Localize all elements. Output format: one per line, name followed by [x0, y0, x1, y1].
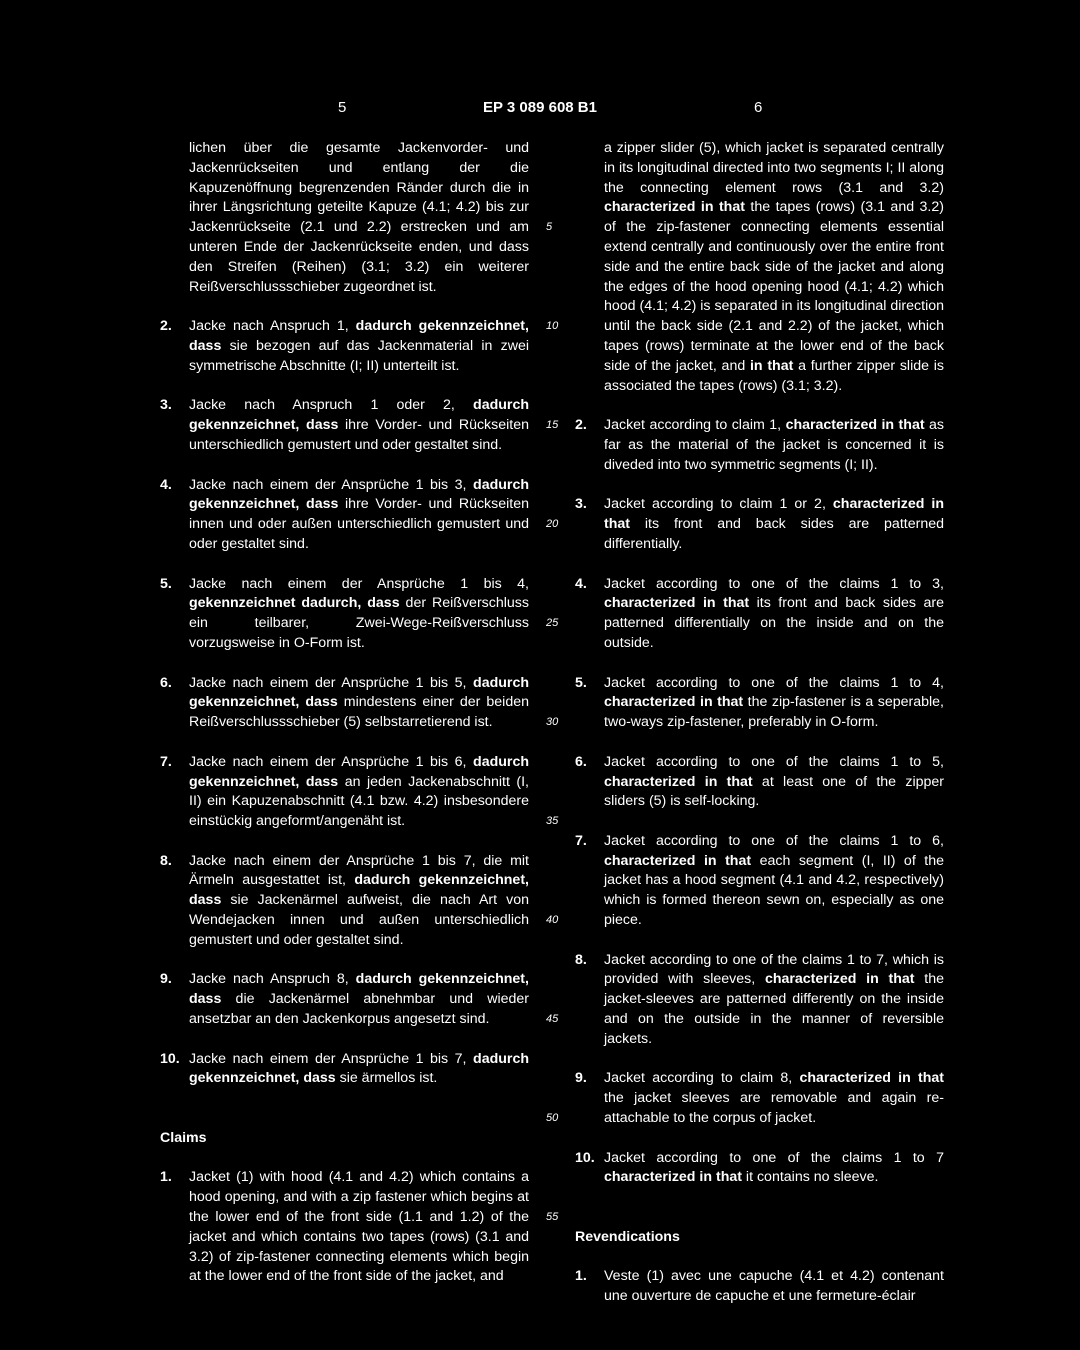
claim-en-10: 10. Jacket according to one of the claims 1 to 7 characterized in that it contains no sleeve.	[575, 1149, 944, 1186]
claim-en-4: 4. Jacket according to one of the claims 1 to 3, characterized in that its front and back sides are patterned differentially on the inside and on the outside.	[575, 575, 944, 651]
line-number: 20	[546, 518, 559, 530]
revendication-fr-1: 1. Veste (1) avec une capuche (4.1 et 4.2) contenant une ouverture de capuche et une fermeture-éclair	[575, 1268, 944, 1305]
claims-heading: Claims	[160, 1129, 207, 1146]
claim-de-9: 9. Jacke nach Anspruch 8, dadurch gekennzeichnet, dass die Jackenärmel abnehmbar und wieder ansetzbar an den Jackenkorpus angesetzt sind.	[160, 971, 529, 1028]
claim-de-4: 4. Jacke nach einem der Ansprüche 1 bis 3, dadurch gekennzeichnet, dass ihre Vorder- und Rückseiten innen und oder außen unterschiedlich gemustert und oder gestaltet sind.	[160, 476, 530, 552]
line-number: 35	[546, 815, 559, 827]
line-number: 30	[546, 716, 559, 728]
line-number: 10	[546, 320, 559, 332]
claim-de-6: 6. Jacke nach einem der Ansprüche 1 bis 5, dadurch gekennzeichnet, dass mindestens einer der beiden Reißverschlussschieber (5) selbstarretierend ist.	[160, 674, 529, 731]
claim-en-7: 7. Jacket according to one of the claims 1 to 6, characterized in that each segment (I, II) of the jacket has a hood segment (4.1 and 4.2, respectively) which is formed thereon sewn on, especially as one piece.	[575, 832, 944, 929]
claim-de-8: 8. Jacke nach einem der Ansprüche 1 bis 7, die mit Ärmeln ausgestattet ist, dadurch gekennzeichnet, dass sie Jackenärmel aufweist, die nach Art von Wendejacken innen und außen unterschiedlich gemustert und oder gestaltet sind.	[160, 852, 529, 948]
claim-en-1-continuation: a zipper slider (5), which jacket is separated centrally in its longitudinal directed into two segments I; II along the connecting element rows (3.1 and 3.2) characterized in that the tapes (rows) (3.1 and 3.2) of the zip-fastener connecting elements essential extend centrally and continuously over the entire front side and the entire back side of the jacket and along the edges of the hood opening hood (4.1; 4.2) which hood (4.1; 4.2) is separated in its longitudinal direction until the back side (2.1 and 2.2) of the jacket, which tapes (rows) terminate at the lower end of the back side of the jacket, and in that a further zipper slide is associated the tapes (rows) (3.1; 3.2).	[604, 140, 944, 394]
claim-en-5: 5. Jacket according to one of the claims 1 to 4, characterized in that the zip-fastener is a seperable, two-ways zip-fastener, preferably in O-form.	[575, 674, 944, 731]
claim-en-6: 6. Jacket according to one of the claims 1 to 5, characterized in that at least one of the zipper sliders (5) is self-locking.	[575, 753, 944, 810]
line-number: 45	[546, 1013, 559, 1025]
claim-en-1: 1. Jacket (1) with hood (4.1 and 4.2) which contains a hood opening, and with a zip fastener which begins at the lower end of the front side (1.1 and 1.2) of the jacket and which contains two tapes (rows) (3.1 and 3.2) of zip-fastener connecting elements which begin at the lower end of the front side of the jacket, and	[160, 1169, 529, 1285]
claim-de-2: 2. Jacke nach Anspruch 1, dadurch gekennzeichnet, dass sie bezogen auf das Jackenmaterial in zwei symmetrische Abschnitte (I; II) unterteilt ist.	[160, 318, 529, 374]
claim-en-2: 2. Jacket according to claim 1, characterized in that as far as the material of the jacket is concerned it is diveded into two symmetric segments (I; II).	[575, 417, 944, 473]
line-number: 15	[546, 419, 559, 431]
revendications-heading: Revendications	[575, 1228, 680, 1245]
claim-en-8: 8. Jacket according to one of the claims 1 to 7, which is provided with sleeves, characterized in that the jacket-sleeves are patterned differently on the inside and on the outside in the manner of reversible jackets.	[575, 951, 944, 1047]
claim-de-5: 5. Jacke nach einem der Ansprüche 1 bis 4, gekennzeichnet dadurch, dass der Reißverschluss ein teilbarer, Zwei-Wege-Reißverschluss vorzugsweise in O-Form ist.	[160, 575, 529, 651]
claim-1-continuation-de: lichen über die gesamte Jackenvorder- und Jackenrückseiten und entlang der die Kapuzenöffnung begrenzenden Ränder durch die in ihrer Längsrichtung geteilte Kapuze (4.1; 4.2) bis zur Jackenrückseite (2.1 und 2.2) erstrecken und am unteren Ende der Jackenrückseite enden, und dass den Streifen (Reihen) (3.1; 3.2) ein weiterer Reißverschlussschieber zugeordnet ist.	[189, 140, 529, 295]
left-column	[160, 139, 529, 1287]
claim-de-7: 7. Jacke nach einem der Ansprüche 1 bis 6, dadurch gekennzeichnet, dass an jeden Jackenabschnitt (I, II) ein Kapuzenabschnitt (4.1 bzw. 4.2) insbesondere einstückig angeformt/angenäht ist.	[160, 753, 529, 830]
line-number: 25	[546, 617, 559, 629]
claim-de-10: 10. Jacke nach einem der Ansprüche 1 bis 7, dadurch gekennzeichnet, dass sie ärmellos ist.	[160, 1050, 529, 1087]
line-number: 55	[546, 1211, 559, 1223]
patent-number: EP 3 089 608 B1	[483, 99, 597, 116]
claim-en-3: 3. Jacket according to claim 1 or 2, characterized in that its front and back sides are patterned differentially.	[575, 496, 945, 552]
line-number: 40	[546, 914, 559, 926]
claim-de-3: 3. Jacke nach Anspruch 1 oder 2, dadurch gekennzeichnet, dass ihre Vorder- und Rückseiten unterschiedlich gemustert und oder gestaltet sind.	[160, 397, 530, 453]
page-number-left: 5	[338, 99, 347, 116]
page-header	[0, 98, 1080, 120]
claim-en-9: 9. Jacket according to claim 8, characterized in that the jacket sleeves are removable and again re-attachable to the corpus of jacket.	[575, 1070, 945, 1127]
page-number-right: 6	[754, 99, 763, 116]
line-number: 5	[546, 221, 553, 233]
right-column	[575, 139, 944, 1307]
line-number: 50	[546, 1112, 559, 1124]
